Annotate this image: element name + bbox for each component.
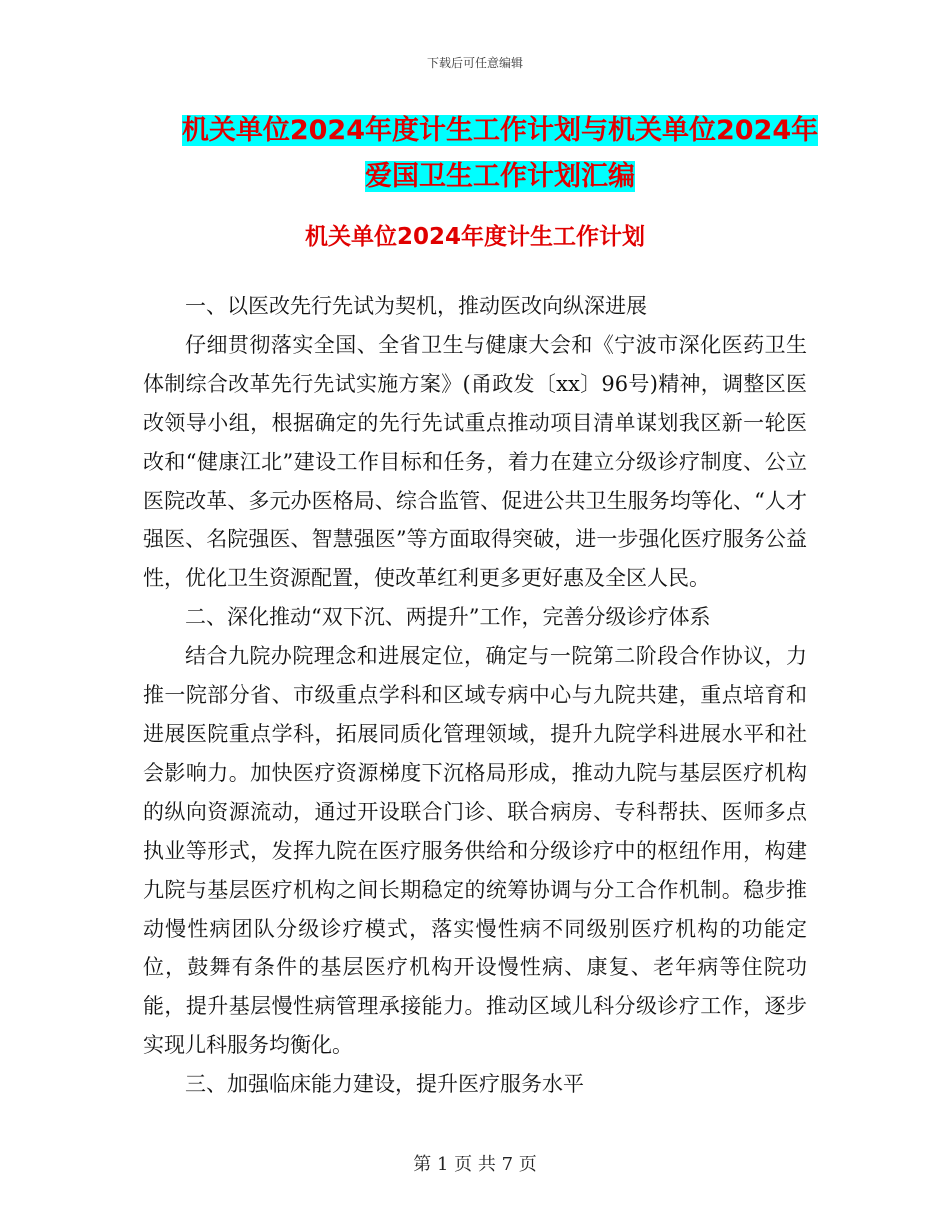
page-footer: 第 1 页 共 7 页	[413, 1154, 537, 1175]
heading-paragraph-1: 一、以医改先行先试为契机，推动医改向纵深进展	[185, 294, 647, 318]
body-paragraph-1: 仔细贯彻落实全国、全省卫生与健康大会和《宁波市深化医药卫生体制综合改革先行先试实施方案》(甬政发〔xx〕96号)精神，调整区医改领导小组，根据确定的先行先试重点推动项目清单谋划我区新一轮医改和“健康江北”建设工作目标和任务，着力在建立分级诊疗制度、公立医院改革、多元办医格局、综合监管、促进公共卫生服务均等化、“人才强医、名院强医、智慧强医”等方面取得突破，进一步强化医疗服务公益性，优化卫生资源配置，使改革红利更多更好惠及全区人民。	[143, 332, 807, 591]
header-note: 下载后可任意编辑	[426, 56, 523, 70]
body-text	[143, 287, 807, 1104]
section-title: 机关单位2024年度计生工作计划	[304, 224, 645, 250]
title-line-2: 爱国卫生工作计划汇编	[365, 161, 635, 192]
title-line-1: 机关单位2024年度计生工作计划与机关单位2024年	[181, 115, 819, 146]
heading-paragraph-2: 二、深化推动“双下沉、两提升”工作，完善分级诊疗体系	[185, 605, 711, 630]
heading-paragraph-3: 三、加强临床能力建设，提升医疗服务水平	[185, 1072, 584, 1097]
document-title	[180, 108, 820, 200]
body-paragraph-2: 结合九院办院理念和进展定位，确定与一院第二阶段合作协议，力推一院部分省、市级重点学科和区域专病中心与九院共建，重点培育和进展医院重点学科，拓展同质化管理领域，提升九院学科进展水平和社会影响力。加快医疗资源梯度下沉格局形成，推动九院与基层医疗机构的纵向资源流动，通过开设联合门诊、联合病房、专科帮扶、医师多点执业等形式，发挥九院在医疗服务供给和分级诊疗中的枢纽作用，构建九院与基层医疗机构之间长期稳定的统筹协调与分工合作机制。稳步推动慢性病团队分级诊疗模式，落实慢性病不同级别医疗机构的功能定位，鼓舞有条件的基层医疗机构开设慢性病、康复、老年病等住院功能，提升基层慢性病管理承接能力。推动区域儿科分级诊疗工作，逐步实现儿科服务均衡化。	[143, 644, 807, 1058]
